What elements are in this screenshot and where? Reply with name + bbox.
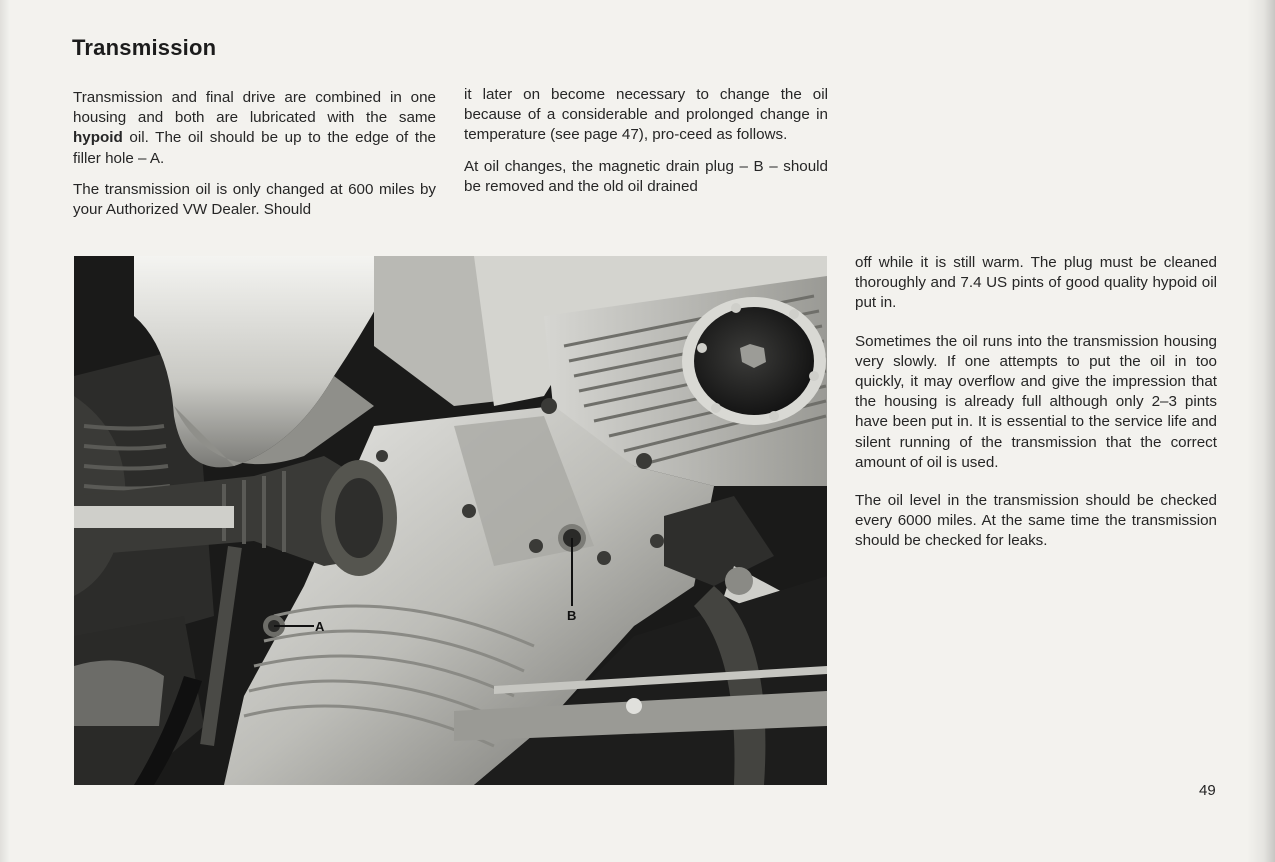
text-column-2	[464, 85, 828, 208]
paragraph-1-text-a: Transmission and final drive are combined in one housing and both are lubricated with the same	[73, 89, 436, 127]
paragraph-2: The transmission oil is only changed at 600 miles by your Authorized VW Dealer. Should	[73, 180, 436, 219]
paragraph-5: off while it is still warm. The plug must be cleaned thoroughly and 7.4 US pints of good quality hypoid oil put in.	[855, 254, 1217, 312]
paragraph-4: At oil changes, the magnetic drain plug – B – should be removed and the old oil drained	[464, 157, 828, 195]
paragraph-1	[73, 88, 436, 169]
page-right-edge-shadow	[1247, 0, 1275, 862]
paragraph-7: The oil level in the transmission should be checked every 6000 miles. At the same time the transmission should be checked for leaks.	[855, 492, 1217, 550]
label-a: A	[315, 619, 325, 634]
paragraph-1-bold-term: hypoid	[73, 129, 123, 147]
page-title: Transmission	[72, 35, 217, 60]
text-column-3	[855, 253, 1217, 570]
page-number: 49	[1199, 782, 1216, 799]
text-column-1	[73, 88, 436, 231]
transmission-photo-illustration	[74, 256, 827, 785]
paragraph-1-text-b: oil. The oil should be up to the edge of the filler hole – A.	[73, 129, 436, 167]
label-b: B	[567, 608, 577, 623]
paragraph-6: Sometimes the oil runs into the transmission housing very slowly. If one attempts to put the oil in too quickly, it may overflow and give the impression that the housing is already full although only 2–3 pints have been put in. It is essential to the service life and silent running of the transmission that the correct amount of oil is used.	[855, 332, 1217, 471]
transmission-photo	[74, 256, 827, 785]
page-left-edge-shadow	[0, 0, 10, 862]
paragraph-3: it later on become necessary to change the oil because of a considerable and prolonged change in temperature (see page 47), pro-ceed as follows.	[464, 86, 828, 144]
